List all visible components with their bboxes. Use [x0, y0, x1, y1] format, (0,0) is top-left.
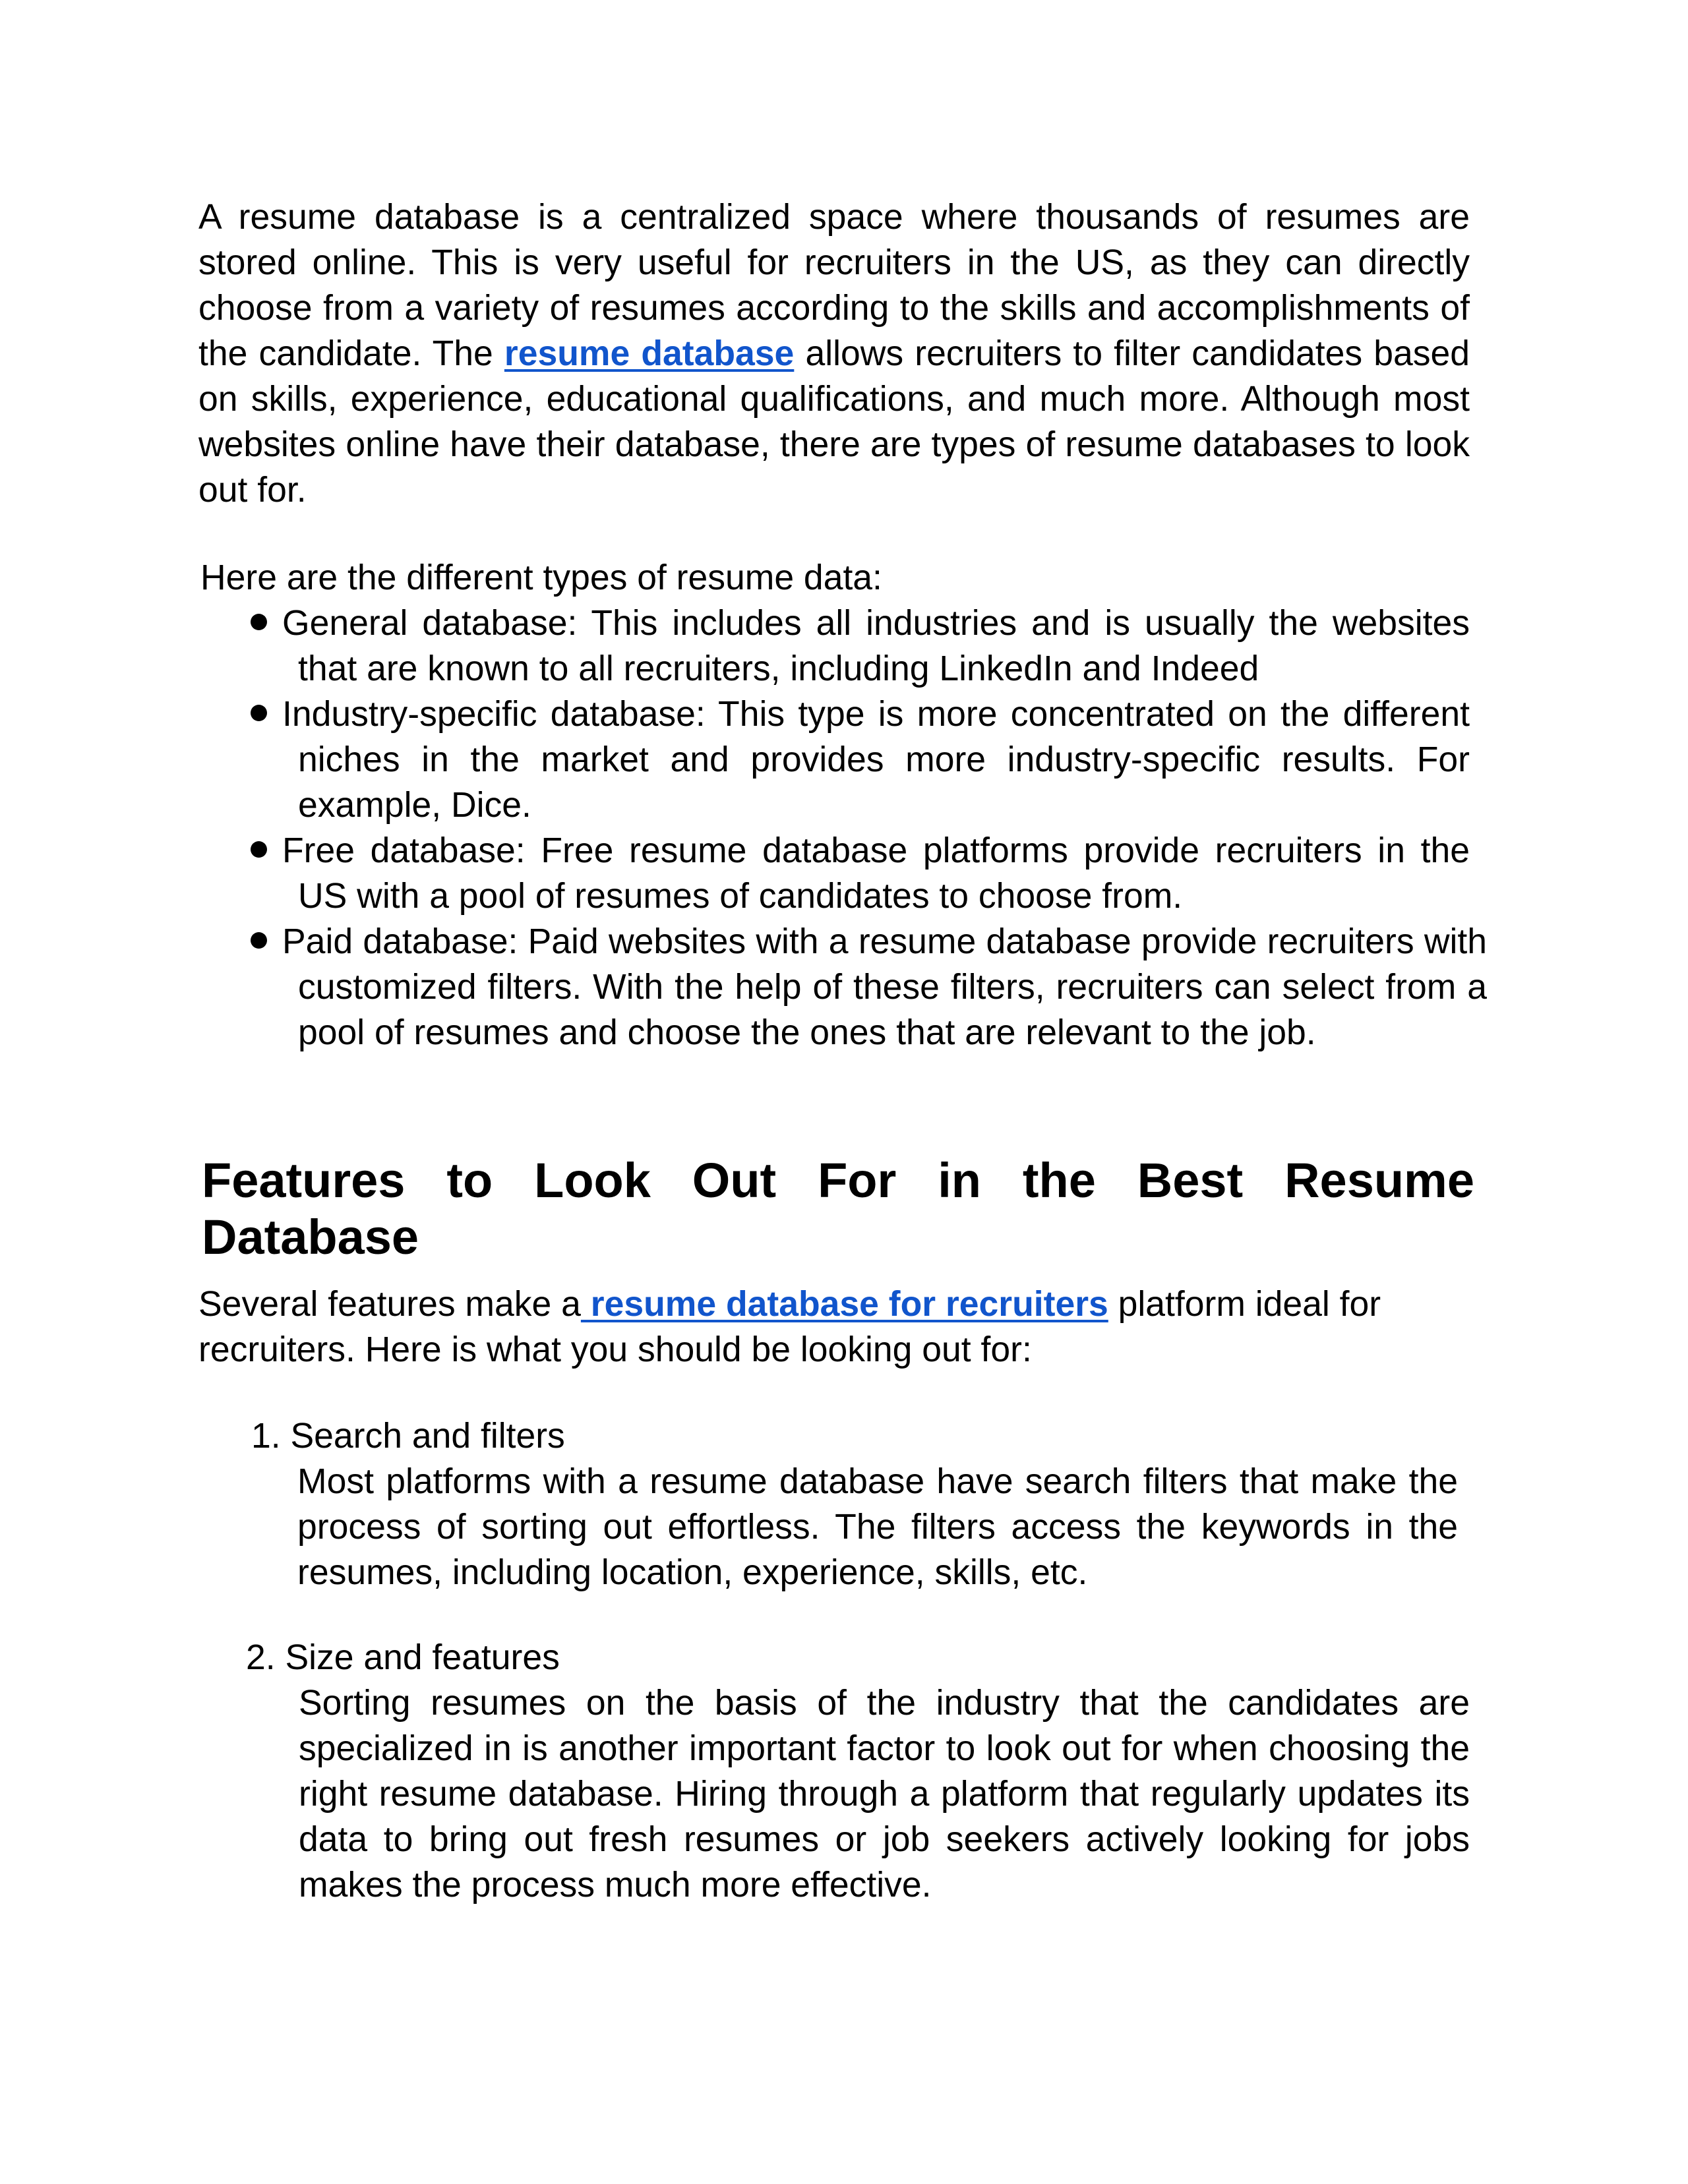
types-list	[198, 601, 1487, 1055]
intro-text-after-link: allows recruiters to filter candidates based on skills, experience, educational qualifications, and much more. Although most websites online have their database, there are types of resume databases to look out for.	[198, 334, 1470, 510]
bullet-icon	[251, 614, 267, 630]
feature-description: Sorting resumes on the basis of the industry that the candidates are specialized in is another important factor to look out for when choosing the right resume database. Hiring through a platform that regularly updates its data to bring out fresh resumes or job seekers actively looking for jobs makes the process much more effective.	[299, 1684, 1470, 1904]
list-item-text: General database: This includes all industries and is usually the websites that are known to all recruiters, including LinkedIn and Indeed	[282, 604, 1470, 688]
features-intro-text-before-link: Several features make a	[198, 1285, 581, 1324]
list-item-general-database	[198, 601, 1470, 692]
bullet-icon	[251, 841, 267, 858]
intro-text-before-link: A resume database is a centralized space where thousands of resumes are stored online. This is very useful for recruiters in the US, as they can directly choose from a variety of resumes according to the skills and accomplishments of the candidate. The	[198, 198, 1470, 373]
feature-item-search-and-filters	[198, 1413, 1470, 1595]
features-intro-paragraph	[198, 1282, 1470, 1372]
list-item-text: Free database: Free resume database platforms provide recruiters in the US with a pool of resumes of candidates to choose from.	[282, 831, 1470, 916]
section-heading: Features to Look Out For in the Best Resume Database	[202, 1153, 1474, 1264]
feature-description: Most platforms with a resume database have search filters that make the process of sorting out effortless. The filters access the keywords in the resumes, including location, experience, skills, etc.	[297, 1462, 1458, 1592]
feature-item-size-and-features	[198, 1635, 1470, 1908]
features-intro-text-after-link: platform ideal for recruiters. Here is what you should be looking out for:	[198, 1285, 1381, 1369]
types-lead: Here are the different types of resume data:	[200, 558, 882, 597]
resume-database-link[interactable]: resume database	[504, 334, 795, 373]
document-content	[198, 194, 1487, 1908]
list-item-free-database	[198, 828, 1470, 919]
features-list	[198, 1413, 1470, 1908]
feature-title: 1. Search and filters	[251, 1417, 565, 1456]
bullet-icon	[251, 705, 267, 721]
intro-paragraph	[198, 194, 1470, 513]
feature-title: 2. Size and features	[246, 1638, 560, 1677]
bullet-icon	[251, 932, 267, 949]
list-item-text: Paid database: Paid websites with a resume database provide recruiters with customized filters. With the help of these filters, recruiters can select from a pool of resumes and choose the ones that are relevant to the job.	[282, 922, 1487, 1052]
list-item-industry-specific-database	[198, 692, 1470, 828]
list-item-text: Industry-specific database: This type is more concentrated on the different niches in the market and provides more industry-specific results. For example, Dice.	[282, 695, 1470, 825]
list-item-paid-database	[198, 919, 1487, 1055]
resume-database-for-recruiters-link[interactable]: resume database for recruiters	[580, 1285, 1108, 1324]
